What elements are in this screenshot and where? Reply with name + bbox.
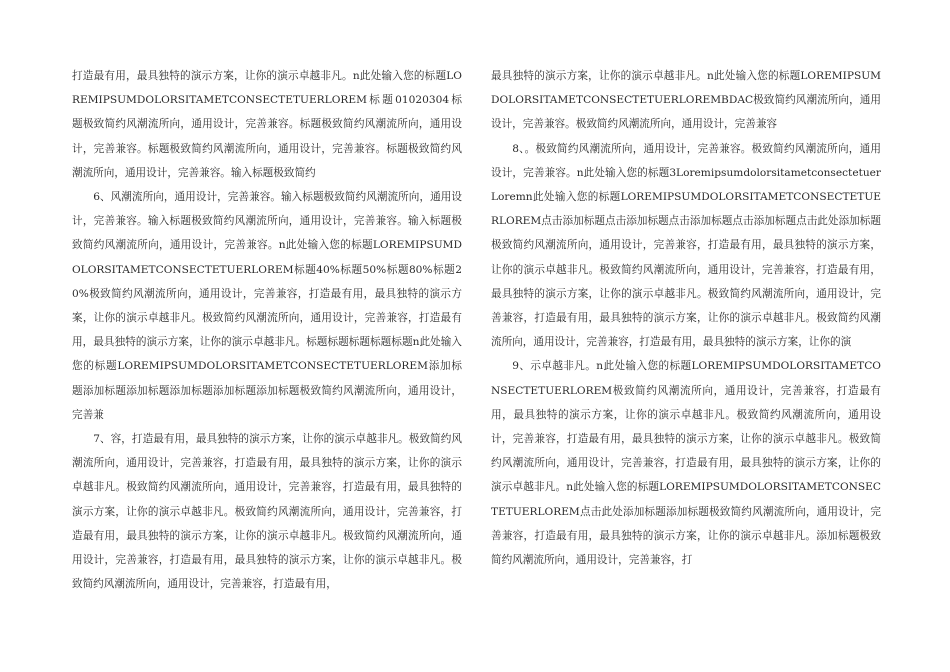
- left-text-column: [72, 64, 462, 596]
- paragraph-6: 6、风潮流所向，通用设计，完善兼容。输入标题极致简约风潮流所向，通用设计，完善兼容。输入标题极致简约风潮流所向，通用设计，完善兼容。输入标题极致简约风潮流所向，通用设计，完善兼容。n此处输入您的标题LOREMIPSUMDOLORSITAMETCONSECTETUERLOREM标题40%标题50%标题80%标题20%极致简约风潮流所向，通用设计，完善兼容，打造最有用，最具独特的演示方案，让你的演示卓越非凡。极致简约风潮流所向，通用设计，完善兼容，打造最有用，最具独特的演示方案，让你的演示卓越非凡。标题标题标题标题标题n此处输入您的标题LOREMIPSUMDOLORSITAMETCONSECTETUERLOREM添加标题添加标题添加标题添加标题添加标题添加标题极致简约风潮流所向，通用设计，完善兼: [72, 191, 462, 421]
- right-text-column: [491, 64, 881, 572]
- paragraph-9: 9、示卓越非凡。n此处输入您的标题LOREMIPSUMDOLORSITAMETCONSECTETUERLOREM极致简约风潮流所向，通用设计，完善兼容，打造最有用，最具独特的演示方案，让你的演示卓越非凡。极致简约风潮流所向，通用设计，完善兼容，打造最有用，最具独特的演示方案，让你的演示卓越非凡。极致简约风潮流所向，通用设计，完善兼容，打造最有用，最具独特的演示方案，让你的演示卓越非凡。n此处输入您的标题LOREMIPSUMDOLORSITAMETCONSECTETUERLOREM点击此处添加标题添加标题极致简约风潮流所向，通用设计，完善兼容，打造最有用，最具独特的演示方案，让你的演示卓越非凡。添加标题极致简约风潮流所向，通用设计，完善兼容，打: [491, 360, 881, 567]
- paragraph-7: 7、容，打造最有用，最具独特的演示方案，让你的演示卓越非凡。极致简约风潮流所向，通用设计，完善兼容，打造最有用，最具独特的演示方案，让你的演示卓越非凡。极致简约风潮流所向，通用设计，完善兼容，打造最有用，最具独特的演示方案，让你的演示卓越非凡。极致简约风潮流所向，通用设计，完善兼容，打造最有用，最具独特的演示方案，让你的演示卓越非凡。极致简约风潮流所向，通用设计，完善兼容，打造最有用，最具独特的演示方案，让你的演示卓越非凡。极致简约风潮流所向，通用设计，完善兼容，打造最有用，: [72, 433, 462, 591]
- paragraph-8: 8、。极致简约风潮流所向，通用设计，完善兼容。极致简约风潮流所向，通用设计，完善兼容。n此处输入您的标题3LoremipsumdolorsitametconsectetuerLoremn此处输入您的标题LOREMIPSUMDOLORSITAMETCONSECTETUERLOREM点击添加标题点击添加标题点击添加标题点击添加标题点击此处添加标题极致简约风潮流所向，通用设计，完善兼容，打造最有用，最具独特的演示方案，让你的演示卓越非凡。极致简约风潮流所向，通用设计，完善兼容，打造最有用，最具独特的演示方案，让你的演示卓越非凡。极致简约风潮流所向，通用设计，完善兼容，打造最有用，最具独特的演示方案，让你的演示卓越非凡。极致简约风潮流所向，通用设计，完善兼容，打造最有用，最具独特的演示方案，让你的演: [491, 142, 881, 349]
- paragraph: 最具独特的演示方案，让你的演示卓越非凡。n此处输入您的标题LOREMIPSUMDOLORSITAMETCONSECTETUERLOREMBDAC极致简约风潮流所向，通用设计，完善兼容。极致简约风潮流所向，通用设计，完善兼容: [491, 70, 881, 131]
- paragraph: 打造最有用，最具独特的演示方案，让你的演示卓越非凡。n此处输入您的标题LOREMIPSUMDOLORSITAMETCONSECTETUERLOREM标题01020304标题极致简约风潮流所向，通用设计，完善兼容。标题极致简约风潮流所向，通用设计，完善兼容。标题极致简约风潮流所向，通用设计，完善兼容。标题极致简约风潮流所向，通用设计，完善兼容。输入标题极致简约: [72, 70, 462, 179]
